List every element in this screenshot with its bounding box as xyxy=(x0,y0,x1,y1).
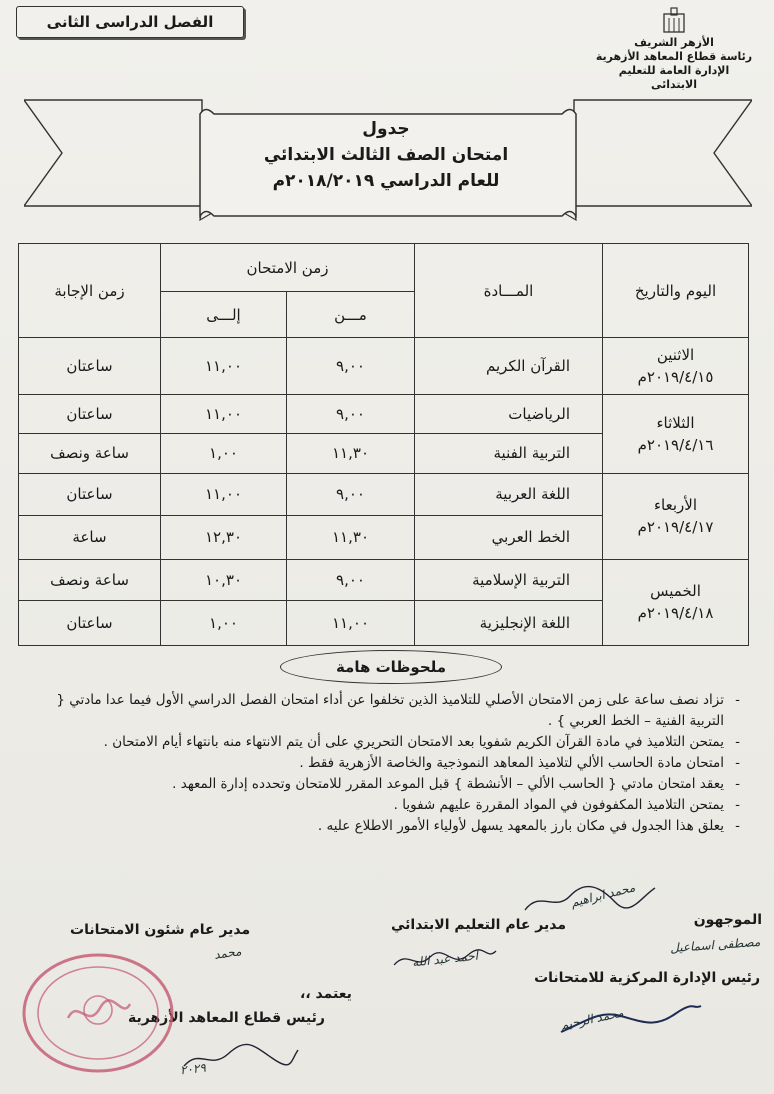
from-cell: ٩,٠٠ xyxy=(287,473,415,515)
note-item: - يعقد امتحان مادتي { الحاسب الألي – الأنشطة } قبل الموعد المقرر للامتحان وتحدده إدارة المعهد . xyxy=(35,774,740,795)
org-header xyxy=(594,6,754,92)
day-cell: الأربعاء ٢٠١٩/٤/١٧م xyxy=(603,473,749,559)
subject-cell: التربية الإسلامية xyxy=(415,559,603,600)
handwritten-signature: مصطفى اسماعيل xyxy=(669,934,761,956)
day-cell: الخميس ٢٠١٩/٤/١٨م xyxy=(603,559,749,645)
duration-cell: ساعة ونصف xyxy=(19,433,161,473)
title-line-1: جدول xyxy=(362,119,410,139)
header-subject: المـــادة xyxy=(415,244,603,338)
note-item: - يمتحن التلاميذ المكفوفون في المواد المقررة عليهم شفويا . xyxy=(35,795,740,816)
header-from: مـــن xyxy=(287,292,415,338)
subject-cell: اللغة الإنجليزية xyxy=(415,600,603,645)
to-cell: ١١,٠٠ xyxy=(161,395,287,434)
handwritten-signature: محمد الرحيم xyxy=(559,1005,625,1033)
from-cell: ١١,٠٠ xyxy=(287,600,415,645)
to-cell: ١٠,٣٠ xyxy=(161,559,287,600)
handwritten-signature: ٢٠٢٩ xyxy=(179,1060,207,1078)
header-exam-time: زمن الامتحان xyxy=(161,244,415,292)
header-to: إلـــى xyxy=(161,292,287,338)
signature-scribble xyxy=(180,1040,300,1084)
handwritten-signature: محمد ابراهيم xyxy=(569,880,637,910)
subject-cell: التربية الفنية xyxy=(415,433,603,473)
supervisors-label: الموجهون xyxy=(693,912,762,928)
day-cell: الاثنين ٢٠١٩/٤/١٥م xyxy=(603,338,749,395)
duration-cell: ساعة xyxy=(19,515,161,559)
subject-cell: الرياضيات xyxy=(415,395,603,434)
table-row xyxy=(19,395,749,434)
handwritten-signature: محمد xyxy=(213,944,243,962)
org-line-1: الأزهر الشريف xyxy=(634,36,714,49)
note-item: - يعلق هذا الجدول في مكان بارز بالمعهد يسهل لأولياء الأمور الاطلاع عليه . xyxy=(35,816,740,837)
table-row xyxy=(19,473,749,515)
note-item: - يمتحن التلاميذ في مادة القرآن الكريم شفويا بعد الامتحان التحريري على أن يتم الانتهاء منه بانتهاء أيام الامتحان . xyxy=(35,732,740,753)
subject-cell: القرآن الكريم xyxy=(415,338,603,395)
header-answer-time: زمن الإجابة xyxy=(19,244,161,338)
signature-scribble xyxy=(390,945,500,975)
official-stamp xyxy=(18,948,178,1078)
head-sector-label: رئيس قطاع المعاهد الأزهرية xyxy=(128,1010,325,1026)
al-azhar-crest-icon xyxy=(661,6,687,34)
note-item: - امتحان مادة الحاسب الألي لتلاميذ المعاهد النموذجية والخاصة الأزهرية فقط . xyxy=(35,753,740,774)
title-line-3: للعام الدراسي ٢٠١٨/٢٠١٩م xyxy=(272,171,500,191)
from-cell: ٩,٠٠ xyxy=(287,338,415,395)
subject-cell: اللغة العربية xyxy=(415,473,603,515)
gm-primary-label: مدير عام التعليم الابتدائي xyxy=(390,917,566,933)
from-cell: ١١,٣٠ xyxy=(287,515,415,559)
table-row xyxy=(19,338,749,395)
duration-cell: ساعتان xyxy=(19,600,161,645)
gm-exams-label: مدير عام شئون الامتحانات xyxy=(70,922,251,938)
duration-cell: ساعتان xyxy=(19,473,161,515)
to-cell: ١,٠٠ xyxy=(161,433,287,473)
approved-label: يعتمد ،، xyxy=(300,986,352,1002)
to-cell: ١,٠٠ xyxy=(161,600,287,645)
to-cell: ١١,٠٠ xyxy=(161,473,287,515)
duration-cell: ساعتان xyxy=(19,338,161,395)
central-exams-label: رئيس الإدارة المركزية للامتحانات xyxy=(534,970,760,986)
handwritten-signature: احمد عبد الله xyxy=(411,948,479,970)
from-cell: ١١,٣٠ xyxy=(287,433,415,473)
notes-list xyxy=(35,690,740,837)
signature-scribble xyxy=(555,1002,705,1042)
note-item: - تزاد نصف ساعة على زمن الامتحان الأصلي للتلاميذ الذين تخلفوا عن أداء امتحان الفصل الدراسي الأول فيما عدا مادتي { التربية الفنية – الخط العربي } . xyxy=(35,690,740,732)
duration-cell: ساعتان xyxy=(19,395,161,434)
from-cell: ٩,٠٠ xyxy=(287,559,415,600)
day-cell: الثلاثاء ٢٠١٩/٤/١٦م xyxy=(603,395,749,474)
exam-schedule-table xyxy=(18,243,749,646)
signature-scribble xyxy=(520,880,660,920)
title-line-2: امتحان الصف الثالث الابتدائي xyxy=(263,145,509,165)
table-row xyxy=(19,559,749,600)
subject-cell: الخط العربي xyxy=(415,515,603,559)
notes-title: ملحوظات هامة xyxy=(280,650,502,684)
duration-cell: ساعة ونصف xyxy=(19,559,161,600)
to-cell: ١١,٠٠ xyxy=(161,338,287,395)
to-cell: ١٢,٣٠ xyxy=(161,515,287,559)
header-day-date: اليوم والتاريخ xyxy=(603,244,749,338)
from-cell: ٩,٠٠ xyxy=(287,395,415,434)
org-line-3: الإدارة العامة للتعليم الابتدائى xyxy=(618,64,730,91)
title-block xyxy=(200,116,572,194)
org-line-2: رئاسة قطاع المعاهد الأزهرية xyxy=(595,50,753,63)
semester-label: الفصل الدراسى الثانى xyxy=(16,6,244,38)
